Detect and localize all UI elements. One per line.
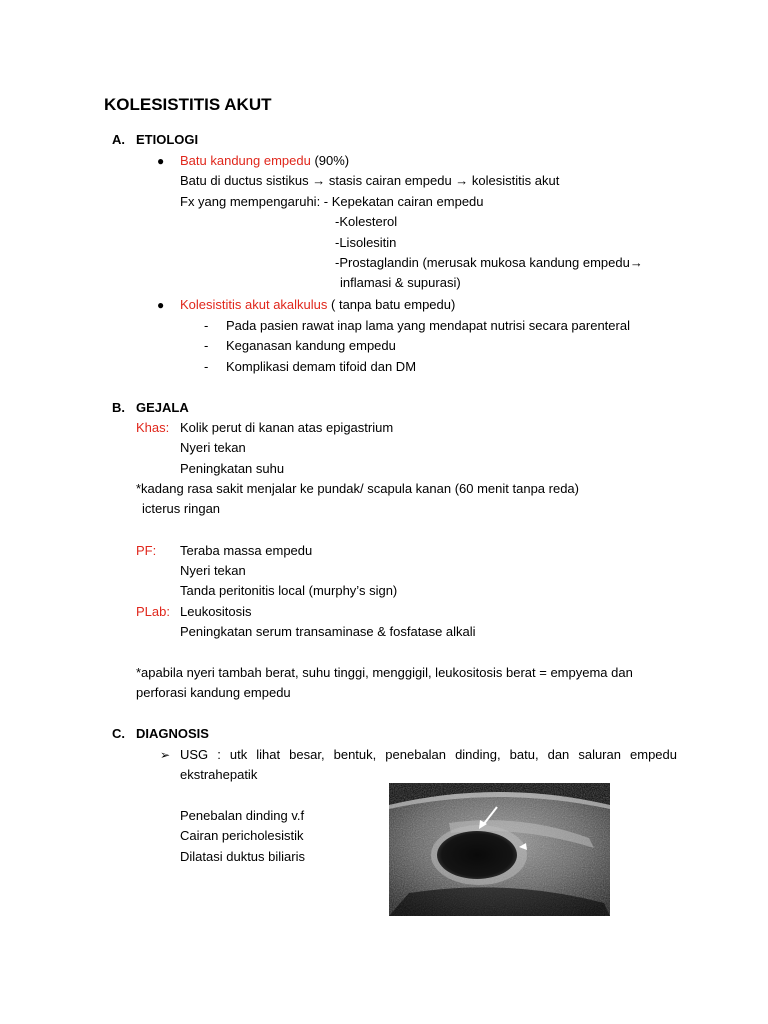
- section-c-heading: DIAGNOSIS: [136, 726, 209, 741]
- note-1b: icterus ringan: [142, 501, 221, 516]
- khas-item: Nyeri tekan: [180, 440, 246, 455]
- finding-item: Cairan pericholesistik: [180, 828, 304, 843]
- list-item: Keganasan kandung empedu: [226, 338, 396, 353]
- note-1: *kadang rasa sakit menjalar ke pundak/ scapula kanan (60 menit tanpa reda): [136, 481, 579, 496]
- dash-icon: -: [204, 359, 209, 374]
- section-b-heading: GEJALA: [136, 400, 189, 415]
- fx-item: -Kolesterol: [335, 214, 398, 229]
- fx-item: -Prostaglandin (merusak mukosa kandung empedu→: [335, 255, 643, 270]
- etiologi-bullet-2-rest: ( tanpa batu empedu): [327, 297, 456, 312]
- page-title: KOLESISTITIS AKUT: [104, 95, 272, 114]
- section-c-marker: C.: [112, 726, 125, 741]
- plab-label: PLab:: [136, 604, 170, 619]
- fx-item: -Lisolesitin: [335, 235, 397, 250]
- list-item: Komplikasi demam tifoid dan DM: [226, 359, 417, 374]
- pf-label: PF:: [136, 543, 157, 558]
- etiologi-bullet-2-red: Kolesistitis akut akalkulus: [180, 297, 328, 312]
- pf-item: Tanda peritonitis local (murphy’s sign): [180, 583, 398, 598]
- pf-item: Nyeri tekan: [180, 563, 246, 578]
- fx-item: inflamasi & supurasi): [340, 275, 461, 290]
- etiologi-bullet-2: [180, 296, 455, 314]
- bullet-dot-icon: ●: [157, 154, 165, 168]
- khas-label: Khas:: [136, 420, 170, 435]
- finding-item: Dilatasi duktus biliaris: [180, 849, 305, 864]
- plab-item: Leukositosis: [180, 604, 252, 619]
- khas-item: Peningkatan suhu: [180, 461, 285, 476]
- dash-icon: -: [204, 318, 209, 333]
- finding-item: Penebalan dinding v.f: [180, 808, 305, 823]
- bullet-dot-icon: ●: [157, 298, 165, 312]
- etiologi-bullet-1: [180, 152, 349, 170]
- note-2a: *apabila nyeri tambah berat, suhu tinggi, menggigil, leukositosis berat = empyema dan: [136, 665, 633, 680]
- section-b-marker: B.: [112, 400, 125, 415]
- note-2b: perforasi kandung empedu: [136, 685, 291, 700]
- dash-icon: -: [204, 338, 209, 353]
- khas-item: Kolik perut di kanan atas epigastrium: [180, 420, 394, 435]
- ultrasound-graphic: [389, 783, 610, 916]
- arrow-bullet-icon: ➢: [160, 748, 171, 762]
- section-a-marker: A.: [112, 132, 125, 147]
- plab-item: Peningkatan serum transaminase & fosfatase alkali: [180, 624, 476, 639]
- etiologi-bullet-1-rest: (90%): [310, 153, 350, 168]
- usg-line-2: ekstrahepatik: [180, 767, 258, 782]
- pf-item: Teraba massa empedu: [180, 543, 313, 558]
- ultrasound-image: [389, 783, 610, 916]
- usg-line-1: USG : utk lihat besar, bentuk, penebalan dinding, batu, dan saluran empedu: [180, 747, 677, 762]
- etiologi-bullet-1-red: Batu kandung empedu: [180, 153, 311, 168]
- etiologi-bullet-1-line2: Batu di ductus sistikus → stasis cairan empedu → kolesistitis akut: [180, 173, 560, 188]
- section-a-heading: ETIOLOGI: [136, 132, 199, 147]
- list-item: Pada pasien rawat inap lama yang mendapat nutrisi secara parenteral: [226, 318, 630, 333]
- fx-label: Fx yang mempengaruhi: - Kepekatan cairan empedu: [180, 194, 484, 209]
